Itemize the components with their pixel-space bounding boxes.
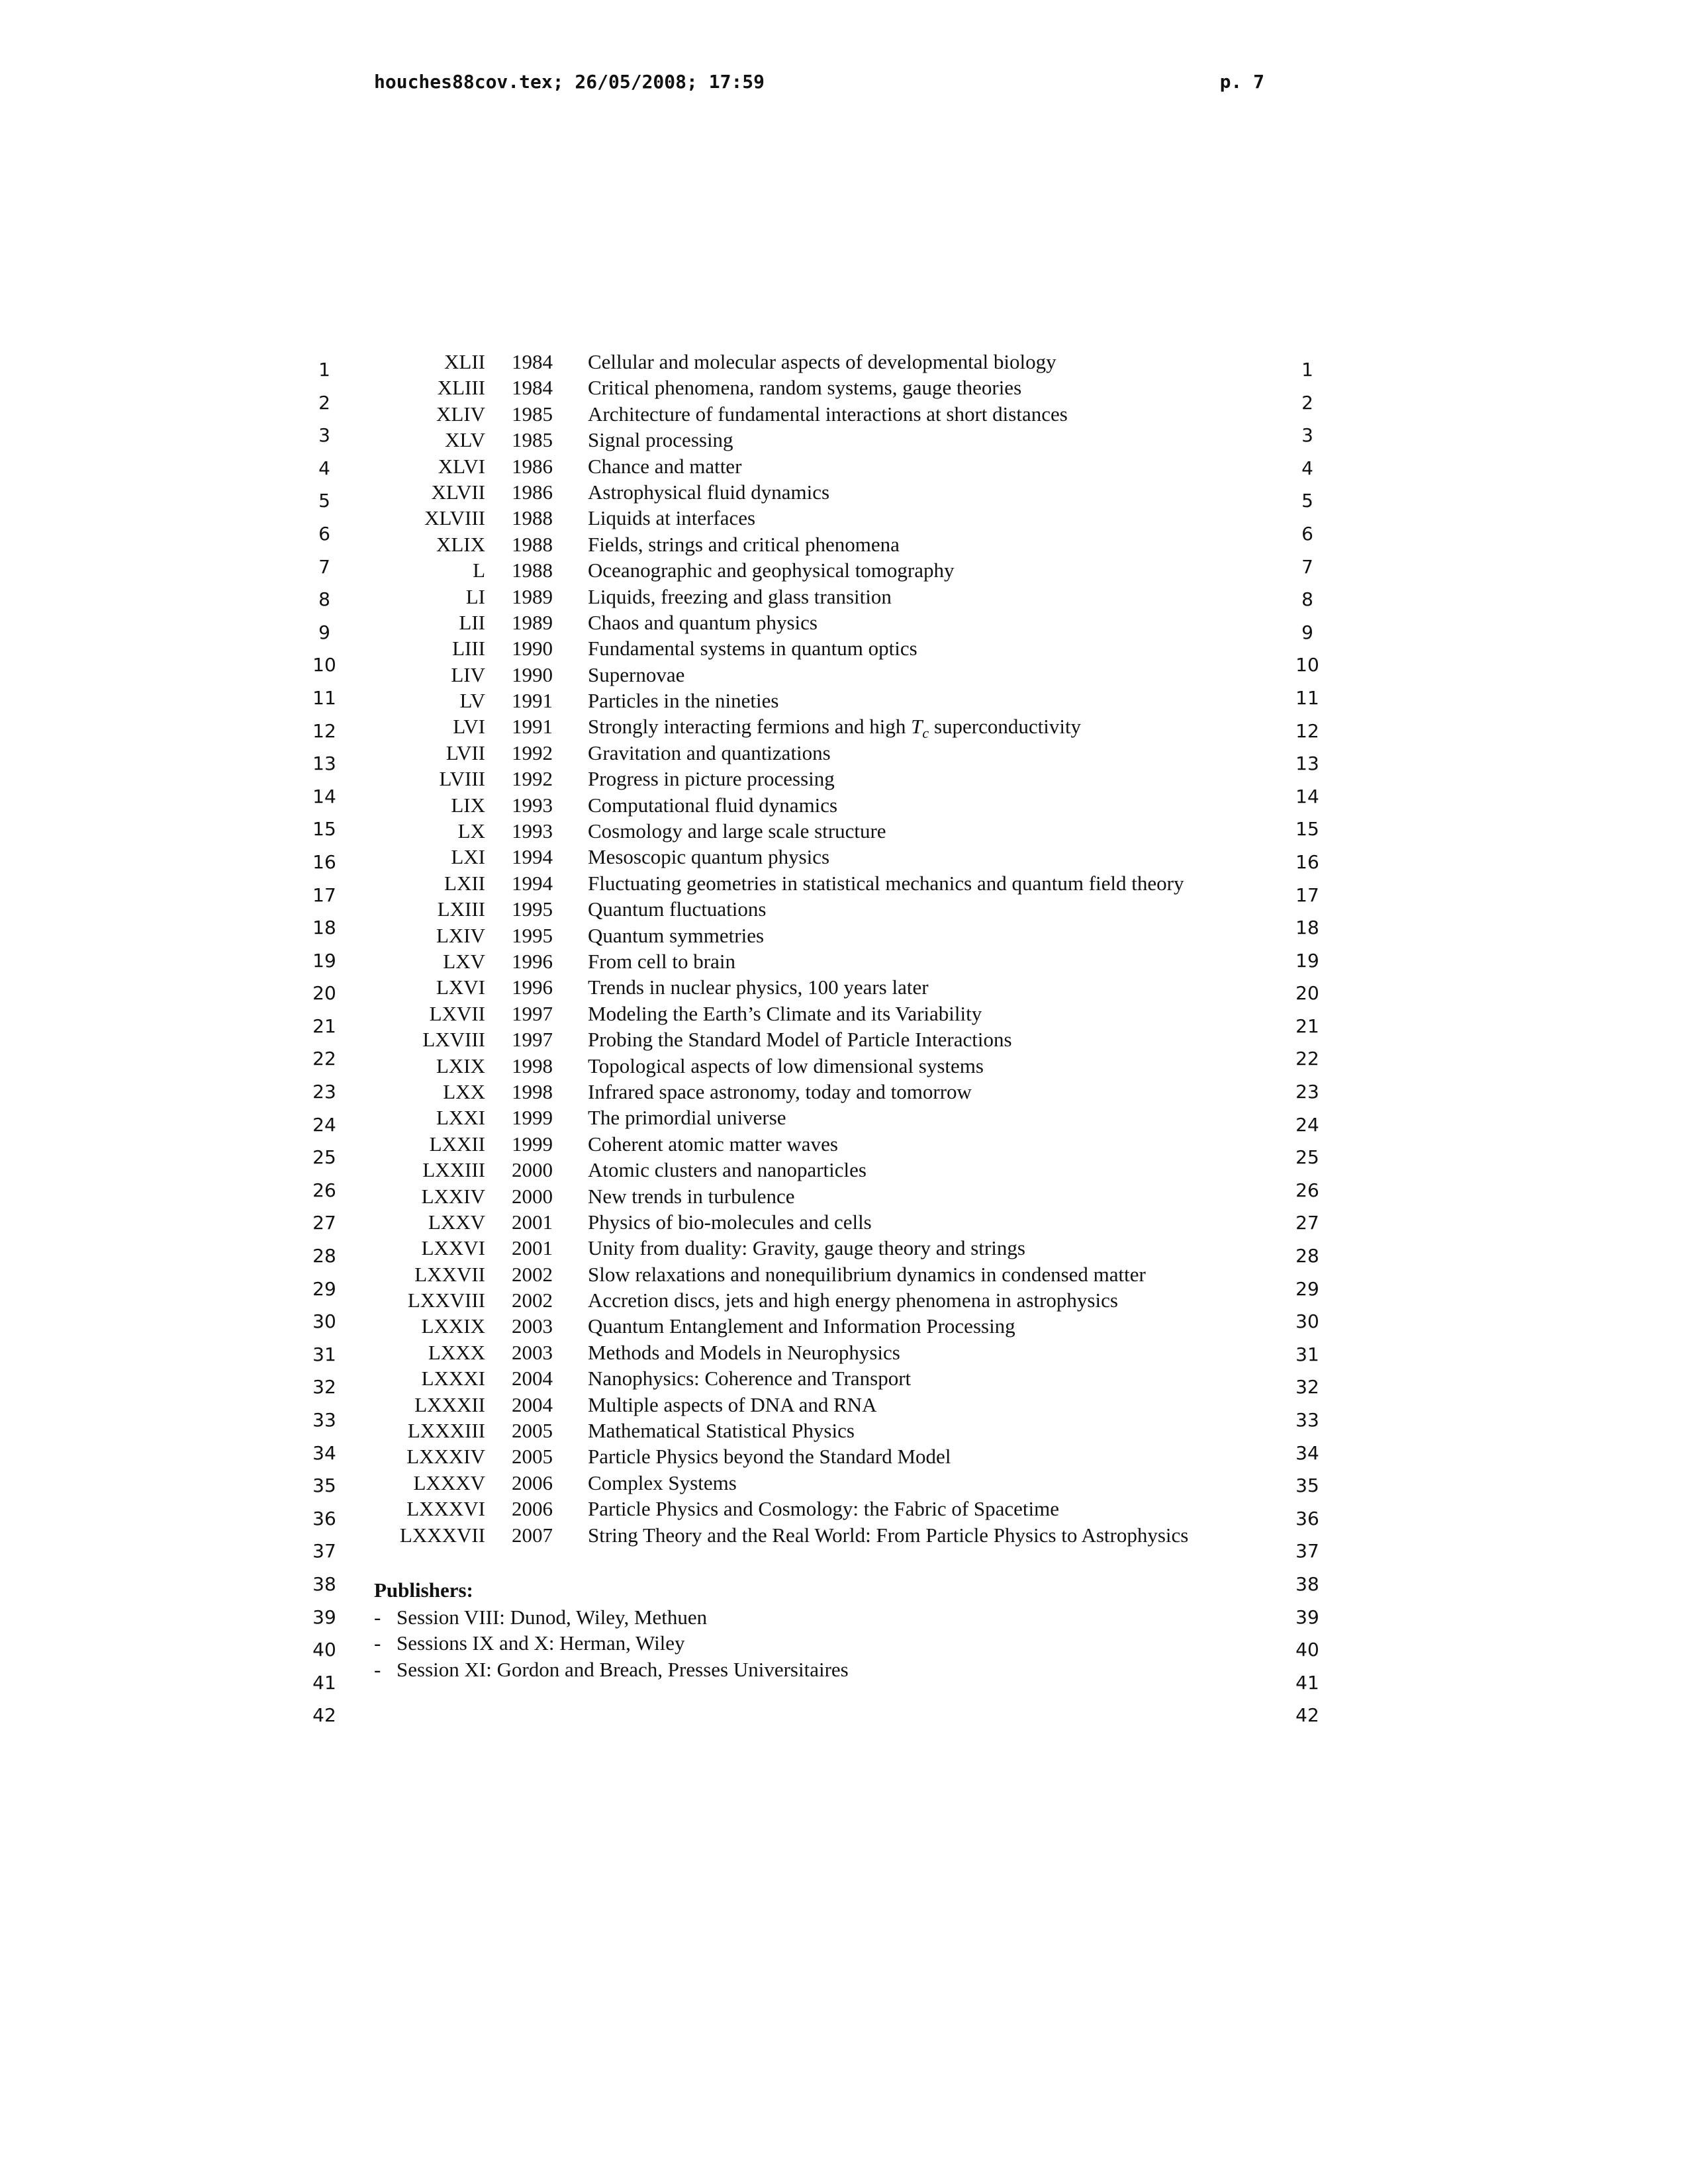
line-number: 12 xyxy=(1295,719,1319,742)
session-volume: XLV xyxy=(445,428,485,452)
line-number: 29 xyxy=(312,1277,336,1300)
session-row xyxy=(374,1131,1281,1157)
session-volume: LV xyxy=(459,689,485,713)
line-number: 8 xyxy=(1301,588,1313,611)
session-volume: LII xyxy=(459,610,485,634)
page-number: p. 7 xyxy=(1219,71,1264,93)
line-number: 6 xyxy=(318,522,330,545)
line-number: 1 xyxy=(318,359,330,381)
session-row xyxy=(374,610,1281,635)
session-year: 1984 xyxy=(512,376,553,400)
line-number: 5 xyxy=(318,490,330,512)
session-title: Fluctuating geometries in statistical mechanics and quantum field theory xyxy=(588,871,1184,895)
session-year: 2002 xyxy=(512,1289,553,1312)
line-number: 39 xyxy=(312,1606,336,1628)
session-volume: LXIV xyxy=(436,923,485,947)
line-number: 14 xyxy=(312,785,336,807)
session-year: 1998 xyxy=(512,1054,553,1077)
session-volume: LXXXVII xyxy=(399,1523,485,1547)
session-year: 2000 xyxy=(512,1184,553,1208)
session-volume: LXXXIII xyxy=(407,1419,485,1443)
session-volume: LXXXV xyxy=(413,1471,485,1494)
session-row xyxy=(374,427,1281,453)
line-number: 21 xyxy=(312,1015,336,1037)
session-row xyxy=(374,974,1281,1000)
session-title: Accretion discs, jets and high energy phenomena in astrophysics xyxy=(588,1289,1118,1312)
line-number: 14 xyxy=(1295,785,1319,807)
session-year: 1988 xyxy=(512,532,553,556)
line-number: 41 xyxy=(1295,1671,1319,1694)
session-volume: XLVIII xyxy=(424,506,485,530)
session-title: Particle Physics beyond the Standard Model xyxy=(588,1445,951,1469)
session-title: Chaos and quantum physics xyxy=(588,610,818,634)
line-number: 41 xyxy=(312,1671,336,1694)
session-row xyxy=(374,1183,1281,1209)
session-row xyxy=(374,1443,1281,1469)
publisher-item xyxy=(374,1630,849,1656)
session-row xyxy=(374,349,1281,375)
session-volume: XLIII xyxy=(437,376,485,400)
session-volume: LXXXIV xyxy=(406,1445,485,1469)
session-year: 2007 xyxy=(512,1523,553,1547)
session-row xyxy=(374,584,1281,610)
session-year: 1984 xyxy=(512,350,553,373)
line-number: 31 xyxy=(1295,1343,1319,1365)
session-volume: LXXXVI xyxy=(406,1497,485,1521)
session-year: 1988 xyxy=(512,506,553,530)
line-number: 36 xyxy=(1295,1507,1319,1529)
line-number: 22 xyxy=(312,1048,336,1070)
session-title: Oceanographic and geophysical tomography xyxy=(588,559,955,582)
session-row xyxy=(374,1209,1281,1235)
session-title: Infrared space astronomy, today and tomorrow xyxy=(588,1079,972,1103)
line-number: 40 xyxy=(1295,1639,1319,1661)
session-year: 2004 xyxy=(512,1367,553,1390)
session-title: Quantum fluctuations xyxy=(588,897,767,921)
session-volume: XLIX xyxy=(436,532,485,556)
session-row xyxy=(374,1053,1281,1079)
session-row xyxy=(374,1340,1281,1365)
session-volume: LXVII xyxy=(429,1001,485,1025)
session-year: 1999 xyxy=(512,1132,553,1156)
line-numbers-right xyxy=(1284,353,1331,1732)
line-number: 27 xyxy=(312,1212,336,1234)
session-volume: LXXV xyxy=(428,1210,485,1234)
session-row xyxy=(374,1470,1281,1496)
session-year: 2000 xyxy=(512,1158,553,1182)
session-year: 2004 xyxy=(512,1392,553,1416)
session-year: 1989 xyxy=(512,584,553,608)
session-volume: LIX xyxy=(451,793,485,817)
line-number: 1 xyxy=(1301,359,1313,381)
session-row xyxy=(374,1313,1281,1339)
line-number: 17 xyxy=(1295,884,1319,906)
session-volume: LXXIII xyxy=(422,1158,485,1182)
session-row xyxy=(374,1392,1281,1418)
session-volume: LX xyxy=(457,819,485,843)
session-title: Astrophysical fluid dynamics xyxy=(588,480,830,504)
session-volume: LXI xyxy=(451,845,485,869)
list-dash: - xyxy=(374,1657,381,1681)
session-row xyxy=(374,870,1281,896)
session-title: Trends in nuclear physics, 100 years later xyxy=(588,976,929,999)
line-number: 32 xyxy=(1295,1376,1319,1398)
session-row xyxy=(374,792,1281,818)
line-number: 42 xyxy=(1295,1704,1319,1727)
session-row xyxy=(374,453,1281,479)
publisher-item xyxy=(374,1604,849,1630)
publisher-item xyxy=(374,1657,849,1682)
line-number: 10 xyxy=(312,654,336,676)
session-volume: LXX xyxy=(443,1079,485,1103)
session-title: Cosmology and large scale structure xyxy=(588,819,886,843)
session-year: 1994 xyxy=(512,871,553,895)
session-volume: LVII xyxy=(445,741,485,764)
source-file-stamp: houches88cov.tex; 26/05/2008; 17:59 xyxy=(374,71,765,93)
session-volume: LIV xyxy=(451,662,485,686)
session-row xyxy=(374,818,1281,844)
line-number: 10 xyxy=(1295,654,1319,676)
session-year: 1990 xyxy=(512,662,553,686)
session-title: Chance and matter xyxy=(588,454,742,478)
line-number: 23 xyxy=(312,1081,336,1103)
line-number: 20 xyxy=(1295,982,1319,1005)
line-number: 2 xyxy=(1301,391,1313,414)
session-title: Quantum Entanglement and Information Processing xyxy=(588,1314,1015,1338)
session-volume: LXXVI xyxy=(421,1236,485,1260)
session-volume: L xyxy=(473,559,485,582)
publishers-section xyxy=(374,1576,849,1682)
session-title: Probing the Standard Model of Particle Interactions xyxy=(588,1028,1012,1052)
session-row xyxy=(374,1418,1281,1443)
line-number: 6 xyxy=(1301,522,1313,545)
line-number: 36 xyxy=(312,1507,336,1529)
session-title: Architecture of fundamental interactions at short distances xyxy=(588,402,1068,426)
list-dash: - xyxy=(374,1631,381,1655)
line-number: 13 xyxy=(1295,752,1319,775)
session-year: 1993 xyxy=(512,819,553,843)
session-volume: XLIV xyxy=(436,402,485,426)
session-year: 1997 xyxy=(512,1001,553,1025)
session-row xyxy=(374,1365,1281,1391)
line-number: 19 xyxy=(1295,949,1319,972)
line-number: 18 xyxy=(312,917,336,939)
session-year: 1989 xyxy=(512,610,553,634)
line-number: 37 xyxy=(1295,1540,1319,1563)
session-title: Supernovae xyxy=(588,662,685,686)
session-volume: LXII xyxy=(444,871,485,895)
page-header xyxy=(374,69,1264,95)
session-row xyxy=(374,375,1281,400)
session-volume: LXXXI xyxy=(421,1367,485,1390)
line-number: 34 xyxy=(312,1441,336,1464)
session-row xyxy=(374,713,1281,742)
session-year: 1985 xyxy=(512,402,553,426)
session-volume: LXVI xyxy=(436,976,485,999)
session-title: Particles in the nineties xyxy=(588,689,779,713)
session-year: 1992 xyxy=(512,767,553,791)
session-year: 1986 xyxy=(512,480,553,504)
session-title: Atomic clusters and nanoparticles xyxy=(588,1158,867,1182)
session-year: 1996 xyxy=(512,949,553,973)
session-title: Computational fluid dynamics xyxy=(588,793,838,817)
session-year: 1994 xyxy=(512,845,553,869)
line-number: 39 xyxy=(1295,1606,1319,1628)
line-number: 37 xyxy=(312,1540,336,1563)
session-year: 2005 xyxy=(512,1445,553,1469)
session-year: 1996 xyxy=(512,976,553,999)
line-number: 30 xyxy=(1295,1310,1319,1333)
session-title: Liquids, freezing and glass transition xyxy=(588,584,892,608)
session-year: 1995 xyxy=(512,897,553,921)
session-title: Methods and Models in Neurophysics xyxy=(588,1340,900,1364)
line-number: 5 xyxy=(1301,490,1313,512)
line-number: 28 xyxy=(312,1245,336,1267)
line-number: 33 xyxy=(1295,1409,1319,1431)
line-number: 29 xyxy=(1295,1277,1319,1300)
line-number: 4 xyxy=(318,457,330,479)
line-number: 34 xyxy=(1295,1441,1319,1464)
session-volume: LXVIII xyxy=(422,1028,485,1052)
session-row xyxy=(374,923,1281,948)
session-title: Coherent atomic matter waves xyxy=(588,1132,838,1156)
line-number: 33 xyxy=(312,1409,336,1431)
line-number: 38 xyxy=(1295,1572,1319,1595)
session-title: Fundamental systems in quantum optics xyxy=(588,637,917,660)
session-volume: LXXVII xyxy=(414,1262,485,1286)
line-number: 20 xyxy=(312,982,336,1005)
line-number: 24 xyxy=(312,1113,336,1136)
session-volume: LIII xyxy=(452,637,485,660)
session-year: 2005 xyxy=(512,1419,553,1443)
session-row xyxy=(374,505,1281,531)
line-number: 28 xyxy=(1295,1245,1319,1267)
line-number: 4 xyxy=(1301,457,1313,479)
line-number: 7 xyxy=(318,555,330,578)
session-title: Signal processing xyxy=(588,428,733,452)
session-row xyxy=(374,740,1281,766)
session-title: Critical phenomena, random systems, gauge theories xyxy=(588,376,1022,400)
session-row xyxy=(374,1522,1281,1548)
session-volume: LVI xyxy=(453,715,485,739)
session-row xyxy=(374,948,1281,974)
session-title: Nanophysics: Coherence and Transport xyxy=(588,1367,912,1390)
session-row xyxy=(374,1001,1281,1026)
session-title: Topological aspects of low dimensional systems xyxy=(588,1054,984,1077)
publishers-heading: Publishers: xyxy=(374,1578,473,1602)
session-row xyxy=(374,557,1281,583)
session-row xyxy=(374,1079,1281,1105)
session-year: 2002 xyxy=(512,1262,553,1286)
session-volume: XLVII xyxy=(431,480,485,504)
session-row xyxy=(374,635,1281,661)
session-title: From cell to brain xyxy=(588,949,735,973)
session-row xyxy=(374,844,1281,870)
line-number: 35 xyxy=(1295,1475,1319,1497)
session-row xyxy=(374,479,1281,505)
session-title: The primordial universe xyxy=(588,1106,786,1130)
session-row xyxy=(374,1496,1281,1522)
session-year: 2001 xyxy=(512,1236,553,1260)
session-title: Gravitation and quantizations xyxy=(588,741,831,764)
session-title: Modeling the Earth’s Climate and its Variability xyxy=(588,1001,982,1025)
line-number: 24 xyxy=(1295,1113,1319,1136)
session-row xyxy=(374,688,1281,713)
line-number: 42 xyxy=(312,1704,336,1727)
session-row xyxy=(374,1157,1281,1183)
publisher-text: Session XI: Gordon and Breach, Presses Universitaires xyxy=(397,1657,849,1681)
session-title: Mesoscopic quantum physics xyxy=(588,845,830,869)
session-row xyxy=(374,766,1281,792)
line-number: 2 xyxy=(318,391,330,414)
session-volume: LXXX xyxy=(428,1340,485,1364)
session-title: Unity from duality: Gravity, gauge theory and strings xyxy=(588,1236,1025,1260)
session-title: Cellular and molecular aspects of developmental biology xyxy=(588,350,1056,373)
session-year: 2003 xyxy=(512,1314,553,1338)
session-title: Multiple aspects of DNA and RNA xyxy=(588,1392,877,1416)
line-number: 30 xyxy=(312,1310,336,1333)
session-volume: XLVI xyxy=(438,454,485,478)
session-year: 1986 xyxy=(512,454,553,478)
session-volume: LXIII xyxy=(437,897,485,921)
line-number: 22 xyxy=(1295,1048,1319,1070)
list-dash: - xyxy=(374,1606,381,1629)
session-year: 1992 xyxy=(512,741,553,764)
session-title: Progress in picture processing xyxy=(588,767,835,791)
line-number: 21 xyxy=(1295,1015,1319,1037)
session-year: 1997 xyxy=(512,1028,553,1052)
session-year: 1991 xyxy=(512,715,553,739)
session-title: String Theory and the Real World: From Particle Physics to Astrophysics xyxy=(588,1523,1189,1547)
publisher-text: Sessions IX and X: Herman, Wiley xyxy=(397,1631,685,1655)
line-number: 27 xyxy=(1295,1212,1319,1234)
session-year: 2003 xyxy=(512,1340,553,1364)
line-number: 26 xyxy=(1295,1179,1319,1201)
session-year: 1985 xyxy=(512,428,553,452)
line-number: 16 xyxy=(312,850,336,873)
line-number: 25 xyxy=(312,1146,336,1169)
session-row xyxy=(374,1261,1281,1287)
line-numbers-left xyxy=(301,353,348,1732)
session-title: Mathematical Statistical Physics xyxy=(588,1419,855,1443)
line-number: 15 xyxy=(312,818,336,841)
line-number: 8 xyxy=(318,588,330,611)
session-year: 1993 xyxy=(512,793,553,817)
session-volume: LXXIX xyxy=(421,1314,485,1338)
session-row xyxy=(374,401,1281,427)
line-number: 15 xyxy=(1295,818,1319,841)
session-volume: LXV xyxy=(443,949,485,973)
session-volume: LXXIV xyxy=(421,1184,485,1208)
line-number: 18 xyxy=(1295,917,1319,939)
session-row xyxy=(374,1235,1281,1261)
line-number: 13 xyxy=(312,752,336,775)
session-year: 1999 xyxy=(512,1106,553,1130)
session-year: 2006 xyxy=(512,1471,553,1494)
session-volume: LXIX xyxy=(436,1054,485,1077)
session-title: Slow relaxations and nonequilibrium dynamics in condensed matter xyxy=(588,1262,1146,1286)
session-row xyxy=(374,1026,1281,1052)
session-year: 1988 xyxy=(512,559,553,582)
line-number: 38 xyxy=(312,1572,336,1595)
line-number: 25 xyxy=(1295,1146,1319,1169)
line-number: 35 xyxy=(312,1475,336,1497)
session-row xyxy=(374,1287,1281,1313)
line-number: 26 xyxy=(312,1179,336,1201)
publisher-text: Session VIII: Dunod, Wiley, Methuen xyxy=(397,1606,708,1629)
session-year: 2001 xyxy=(512,1210,553,1234)
session-title: Fields, strings and critical phenomena xyxy=(588,532,900,556)
sessions-table xyxy=(374,349,1281,1548)
session-row xyxy=(374,662,1281,688)
session-year: 1998 xyxy=(512,1079,553,1103)
session-title: Liquids at interfaces xyxy=(588,506,756,530)
session-volume: LVIII xyxy=(439,767,485,791)
session-volume: LXXII xyxy=(429,1132,485,1156)
session-title: Physics of bio-molecules and cells xyxy=(588,1210,872,1234)
session-volume: LXXVIII xyxy=(407,1289,485,1312)
line-number: 23 xyxy=(1295,1081,1319,1103)
session-volume: LXXI xyxy=(436,1106,485,1130)
line-number: 40 xyxy=(312,1639,336,1661)
session-volume: LXXXII xyxy=(414,1392,485,1416)
session-year: 2006 xyxy=(512,1497,553,1521)
line-number: 7 xyxy=(1301,555,1313,578)
session-row xyxy=(374,1105,1281,1130)
session-year: 1991 xyxy=(512,689,553,713)
line-number: 11 xyxy=(1295,686,1319,709)
line-number: 17 xyxy=(312,884,336,906)
line-number: 19 xyxy=(312,949,336,972)
line-number: 9 xyxy=(1301,621,1313,643)
line-number: 32 xyxy=(312,1376,336,1398)
line-number: 16 xyxy=(1295,850,1319,873)
session-volume: LI xyxy=(465,584,485,608)
session-title: New trends in turbulence xyxy=(588,1184,795,1208)
line-number: 12 xyxy=(312,719,336,742)
session-title: Complex Systems xyxy=(588,1471,737,1494)
session-year: 1990 xyxy=(512,637,553,660)
session-row xyxy=(374,896,1281,922)
session-title: Strongly interacting fermions and high $T_c$ superconductivity xyxy=(588,715,1082,742)
line-number: 3 xyxy=(1301,424,1313,447)
line-number: 31 xyxy=(312,1343,336,1365)
session-title: Particle Physics and Cosmology: the Fabric of Spacetime xyxy=(588,1497,1060,1521)
session-volume: XLII xyxy=(444,350,485,373)
session-year: 1995 xyxy=(512,923,553,947)
session-row xyxy=(374,531,1281,557)
line-number: 9 xyxy=(318,621,330,643)
session-title: Quantum symmetries xyxy=(588,923,765,947)
line-number: 11 xyxy=(312,686,336,709)
line-number: 3 xyxy=(318,424,330,447)
